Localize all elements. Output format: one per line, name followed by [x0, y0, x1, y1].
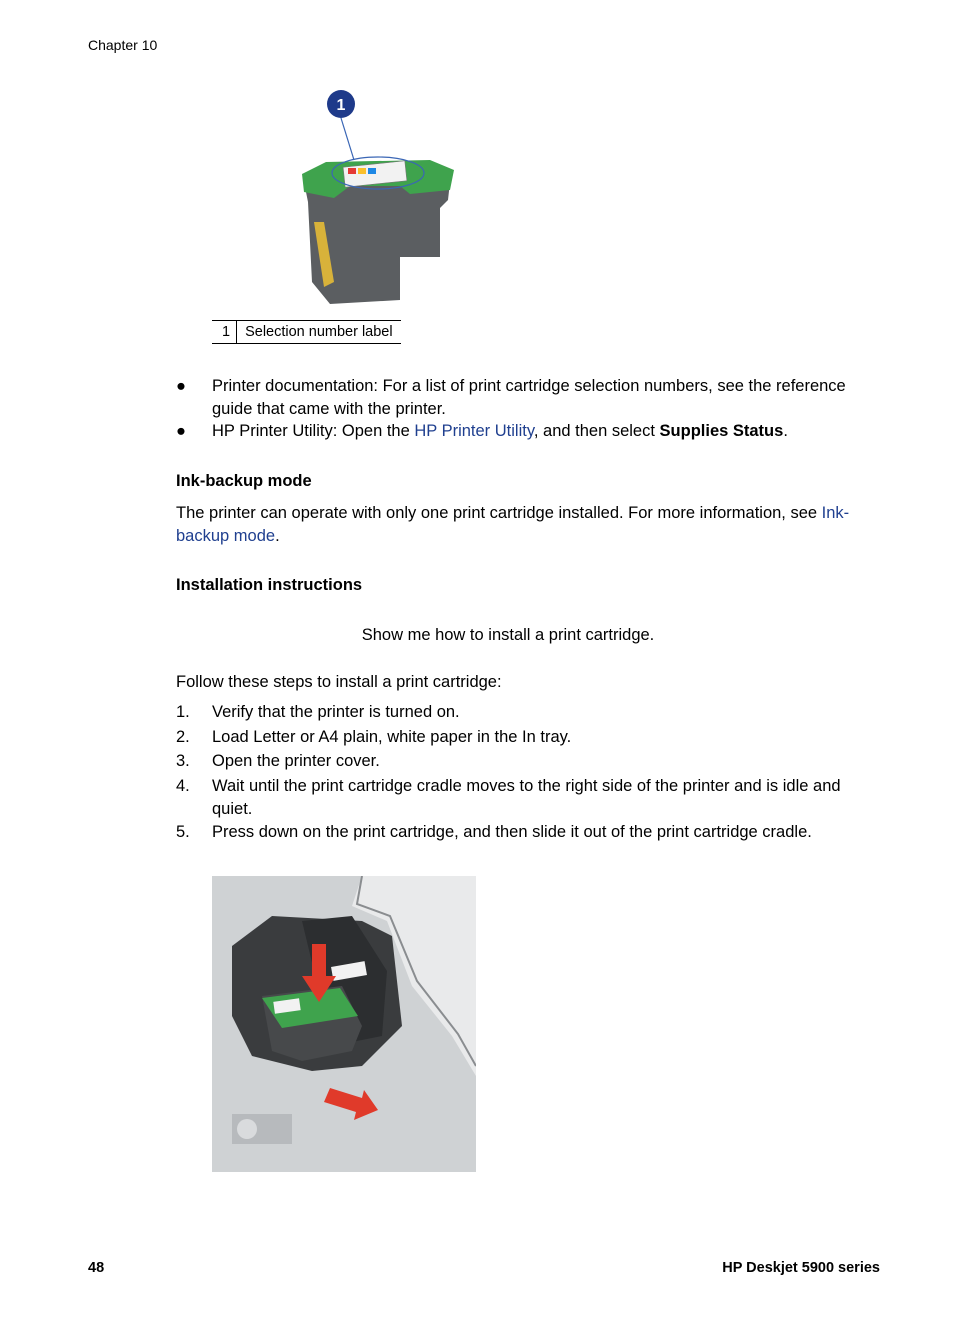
caption-text: Selection number label: [237, 321, 401, 344]
hp-printer-utility-link[interactable]: HP Printer Utility: [414, 422, 534, 440]
bullet-mark: ●: [176, 422, 186, 440]
ink-backup-heading: Ink-backup mode: [176, 472, 312, 490]
caption-number: 1: [212, 321, 237, 344]
bullet-item: [176, 420, 876, 443]
step-item: [176, 726, 886, 749]
bullet-middle: , and then select: [533, 422, 660, 440]
bullet-suffix: .: [783, 422, 788, 440]
step-item: [176, 750, 886, 773]
step-number: 2.: [176, 728, 190, 746]
ink-backup-text: The printer can operate with only one print cartridge installed. For more information, see: [176, 504, 822, 522]
supplies-status-text: Supplies Status: [659, 422, 784, 440]
show-me-link[interactable]: Show me how to install a print cartridge.: [361, 626, 655, 644]
callout-number: 1: [336, 97, 346, 114]
bullet-mark: ●: [176, 377, 186, 395]
page-number: 48: [88, 1260, 105, 1276]
ink-backup-text-end: .: [275, 526, 280, 545]
bullet-text: Printer documentation: For a list of print cartridge selection numbers, see the reference guide that came with the printer.: [212, 377, 846, 418]
install-intro: Follow these steps to install a print cartridge:: [176, 673, 502, 691]
bullet-prefix: HP Printer Utility: Open the: [212, 422, 415, 440]
step-item: [176, 775, 856, 820]
step-item: [176, 701, 886, 724]
figure-caption: [212, 320, 401, 344]
step-number: 4.: [176, 777, 190, 795]
step-number: 5.: [176, 823, 190, 841]
product-name: HP Deskjet 5900 series: [722, 1260, 880, 1276]
installation-heading: Installation instructions: [176, 576, 363, 594]
cartridge-figure: [290, 82, 470, 312]
bullet-item: [176, 375, 876, 420]
step-number: 3.: [176, 752, 190, 770]
chapter-header: Chapter 10: [88, 37, 158, 53]
ink-backup-mode-link[interactable]: Ink-backup mode: [176, 504, 850, 545]
ink-backup-paragraph: [176, 502, 866, 547]
step-text: Press down on the print cartridge, and then slide it out of the print cartridge cradle.: [212, 823, 812, 841]
bullet-text: [212, 420, 876, 443]
step-text: Open the printer cover.: [212, 752, 380, 770]
cartridge-removal-figure: [212, 876, 476, 1172]
step-item: [176, 821, 886, 844]
step-text: Wait until the print cartridge cradle moves to the right side of the printer and is idle and quiet.: [212, 777, 841, 818]
step-number: 1.: [176, 703, 190, 721]
step-text: Verify that the printer is turned on.: [212, 703, 460, 721]
step-text: Load Letter or A4 plain, white paper in the In tray.: [212, 728, 572, 746]
